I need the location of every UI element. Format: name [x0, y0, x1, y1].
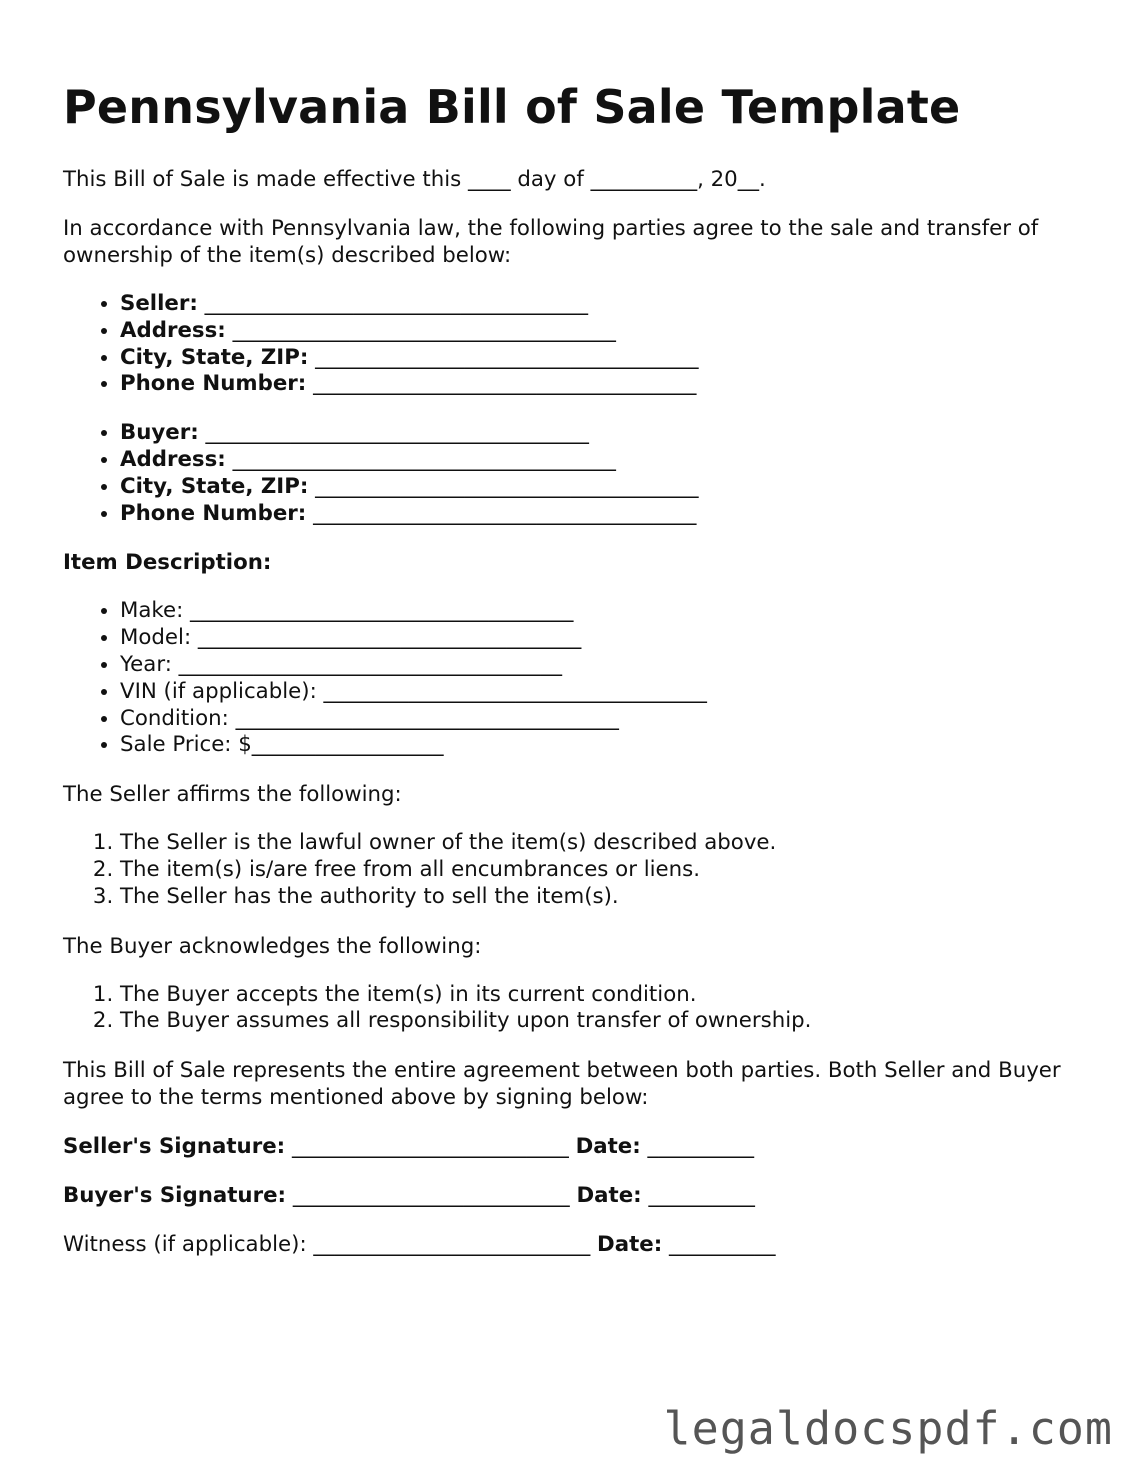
- field-label: Address:: [120, 317, 226, 343]
- field-label: Address:: [120, 446, 226, 472]
- signature-blank: __________________________: [285, 1134, 576, 1160]
- effective-date-line: This Bill of Sale is made effective this ____ day of __________, 20__.: [63, 167, 766, 192]
- list-item: 1. The Seller is the lawful owner of the item(s) described above.: [120, 830, 1083, 857]
- witness-signature-label: Witness (if applicable):: [63, 1232, 307, 1258]
- entire-agreement-paragraph: This Bill of Sale represents the entire agreement between both parties. Both Seller and Buyer agree to the terms mentioned above by signing below:: [63, 1058, 1061, 1111]
- buyer-signature-line: [63, 1182, 1083, 1209]
- field-blank: ____________________________________: [306, 371, 697, 397]
- list-item: 3. The Seller has the authority to sell the item(s).: [120, 884, 1083, 911]
- list-item: [120, 318, 1083, 345]
- list-item: • Model: ____________________________________: [120, 625, 1083, 652]
- buyer-signature-label: Buyer's Signature:: [63, 1183, 287, 1209]
- date-blank: __________: [640, 1134, 755, 1160]
- field-blank: ____________________________________: [225, 317, 616, 343]
- accordance-paragraph: In accordance with Pennsylvania law, the following parties agree to the sale and transfer of ownership of the item(s) described below:: [63, 216, 1039, 268]
- list-item: 1. The Buyer accepts the item(s) in its current condition.: [120, 982, 1083, 1009]
- field-label: Seller:: [120, 291, 198, 316]
- item-description-heading: Item Description:: [63, 550, 272, 576]
- list-item: [120, 474, 1083, 501]
- date-label: Date:: [576, 1183, 642, 1209]
- list-item: [120, 501, 1083, 528]
- seller-signature-line: [63, 1133, 1083, 1160]
- signature-block: [63, 1133, 1083, 1258]
- list-item: • Make: ____________________________________: [120, 598, 1083, 625]
- date-label: Date:: [597, 1232, 663, 1258]
- buyer-ack-list: [63, 982, 1083, 1036]
- field-label: Phone Number:: [120, 371, 307, 397]
- signature-blank: __________________________: [306, 1232, 598, 1258]
- buyer-ack-heading: The Buyer acknowledges the following:: [63, 933, 482, 959]
- date-blank: __________: [662, 1232, 776, 1258]
- field-blank: ____________________________________: [306, 500, 697, 526]
- list-item: • Condition: ____________________________________: [120, 706, 1083, 733]
- field-label: City, State, ZIP:: [120, 344, 309, 370]
- witness-signature-line: [63, 1231, 1083, 1258]
- list-item: 2. The item(s) is/are free from all encumbrances or liens.: [120, 857, 1083, 884]
- buyer-fields-list: [63, 420, 1083, 527]
- seller-affirms-heading: The Seller affirms the following:: [63, 782, 402, 808]
- date-blank: __________: [641, 1183, 755, 1209]
- list-item: [120, 447, 1083, 474]
- list-item: [120, 345, 1083, 372]
- list-item: [120, 420, 1083, 447]
- watermark: legaldocspdf.com: [663, 1402, 1113, 1455]
- list-item: • Year: ____________________________________: [120, 652, 1083, 679]
- field-blank: ____________________________________: [308, 473, 699, 499]
- seller-signature-label: Seller's Signature:: [63, 1134, 286, 1160]
- field-blank: ____________________________________: [197, 291, 588, 316]
- field-blank: ____________________________________: [308, 344, 699, 370]
- list-item: 2. The Buyer assumes all responsibility upon transfer of ownership.: [120, 1008, 1083, 1035]
- field-label: City, State, ZIP:: [120, 473, 309, 499]
- field-label: Buyer:: [120, 420, 199, 446]
- field-blank: ____________________________________: [198, 420, 589, 446]
- document-page: [63, 78, 1083, 1280]
- list-item: [120, 291, 1083, 318]
- signature-blank: __________________________: [286, 1183, 577, 1209]
- list-item: [120, 371, 1083, 398]
- item-fields-list: [63, 598, 1083, 759]
- seller-fields-list: [63, 291, 1083, 398]
- date-label: Date:: [575, 1134, 641, 1160]
- list-item: • VIN (if applicable): ____________________________________: [120, 679, 1083, 706]
- field-blank: ____________________________________: [225, 446, 616, 472]
- document-title: Pennsylvania Bill of Sale Template: [63, 80, 961, 134]
- seller-affirms-list: [63, 830, 1083, 910]
- list-item: • Sale Price: $__________________: [120, 732, 1083, 759]
- field-label: Phone Number:: [120, 500, 307, 526]
